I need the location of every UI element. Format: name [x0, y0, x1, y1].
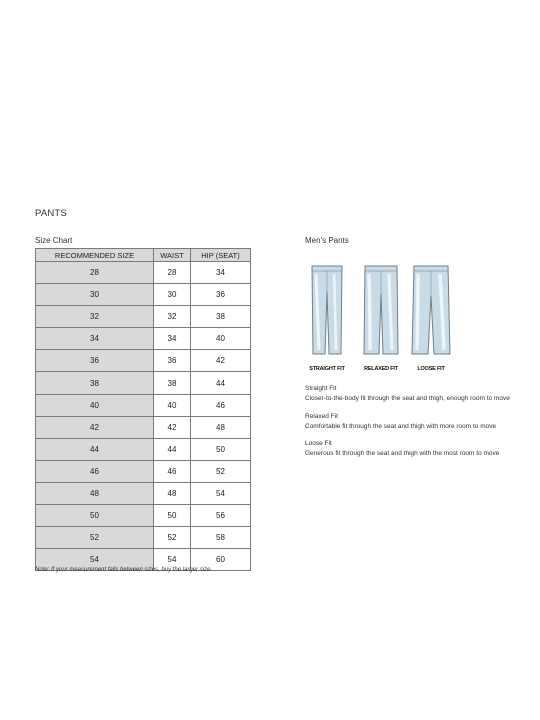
cell-hip-seat: 40	[191, 328, 251, 350]
table-row	[36, 505, 251, 527]
loose-fit-text: Generous fit through the seat and thigh with the most room to move	[305, 450, 500, 457]
table-row	[36, 328, 251, 350]
table-row	[36, 372, 251, 394]
cell-waist: 36	[154, 350, 191, 372]
relaxed-fit-description	[305, 412, 496, 432]
cell-recommended-size: 52	[36, 527, 154, 549]
table-row	[36, 482, 251, 504]
cell-recommended-size: 44	[36, 438, 154, 460]
cell-hip-seat: 56	[191, 505, 251, 527]
relaxed-fit-pants-image	[361, 262, 401, 358]
table-row	[36, 306, 251, 328]
cell-waist: 44	[154, 438, 191, 460]
size-chart-table	[35, 248, 251, 571]
note-text: If your measurement falls between sizes, buy the larger size.	[49, 567, 213, 573]
cell-recommended-size: 46	[36, 460, 154, 482]
table-row	[36, 284, 251, 306]
cell-hip-seat: 42	[191, 350, 251, 372]
header-waist: WAIST	[154, 249, 191, 262]
cell-hip-seat: 58	[191, 527, 251, 549]
table-row	[36, 438, 251, 460]
cell-waist: 34	[154, 328, 191, 350]
cell-recommended-size: 28	[36, 262, 154, 284]
table-row	[36, 394, 251, 416]
cell-waist: 54	[154, 549, 191, 571]
cell-hip-seat: 46	[191, 394, 251, 416]
straight-fit-name: Straight Fit	[305, 385, 337, 392]
straight-fit-description	[305, 384, 510, 404]
straight-fit-pants-image	[307, 262, 347, 358]
cell-waist: 32	[154, 306, 191, 328]
cell-recommended-size: 42	[36, 416, 154, 438]
cell-hip-seat: 34	[191, 262, 251, 284]
loose-fit-description	[305, 439, 499, 459]
cell-hip-seat: 38	[191, 306, 251, 328]
cell-hip-seat: 50	[191, 438, 251, 460]
cell-waist: 46	[154, 460, 191, 482]
loose-fit-label: LOOSE FIT	[417, 366, 445, 372]
size-note	[35, 567, 212, 573]
table-row	[36, 460, 251, 482]
page-title: PANTS	[35, 208, 67, 219]
straight-fit-label: STRAIGHT FIT	[309, 366, 345, 372]
loose-fit-name: Loose Fit	[305, 440, 332, 447]
cell-recommended-size: 40	[36, 394, 154, 416]
straight-fit-text: Closer-to-the-body fit through the seat and thigh, enough room to move	[305, 395, 510, 402]
cell-recommended-size: 54	[36, 549, 154, 571]
cell-hip-seat: 36	[191, 284, 251, 306]
cell-recommended-size: 48	[36, 482, 154, 504]
cell-recommended-size: 32	[36, 306, 154, 328]
cell-waist: 30	[154, 284, 191, 306]
cell-waist: 40	[154, 394, 191, 416]
table-row	[36, 262, 251, 284]
size-chart-title: Size Chart	[35, 236, 73, 245]
cell-hip-seat: 52	[191, 460, 251, 482]
relaxed-fit-label: RELAXED FIT	[364, 366, 398, 372]
table-row	[36, 527, 251, 549]
cell-waist: 52	[154, 527, 191, 549]
cell-waist: 50	[154, 505, 191, 527]
cell-recommended-size: 50	[36, 505, 154, 527]
relaxed-fit-text: Comfortable fit through the seat and thigh with more room to move	[305, 423, 497, 430]
cell-waist: 38	[154, 372, 191, 394]
table-header-row	[36, 249, 251, 262]
cell-hip-seat: 48	[191, 416, 251, 438]
cell-waist: 42	[154, 416, 191, 438]
cell-hip-seat: 60	[191, 549, 251, 571]
relaxed-fit-name: Relaxed Fit	[305, 413, 338, 420]
mens-pants-title: Men's Pants	[305, 236, 349, 245]
header-hip-seat: HIP (SEAT)	[191, 249, 251, 262]
table-row	[36, 350, 251, 372]
cell-waist: 28	[154, 262, 191, 284]
cell-recommended-size: 38	[36, 372, 154, 394]
cell-recommended-size: 36	[36, 350, 154, 372]
header-recommended-size: RECOMMENDED SIZE	[36, 249, 154, 262]
cell-hip-seat: 54	[191, 482, 251, 504]
cell-waist: 48	[154, 482, 191, 504]
loose-fit-pants-image	[411, 262, 451, 358]
note-prefix: Note:	[35, 567, 50, 573]
table-row	[36, 416, 251, 438]
cell-recommended-size: 34	[36, 328, 154, 350]
cell-hip-seat: 44	[191, 372, 251, 394]
cell-recommended-size: 30	[36, 284, 154, 306]
